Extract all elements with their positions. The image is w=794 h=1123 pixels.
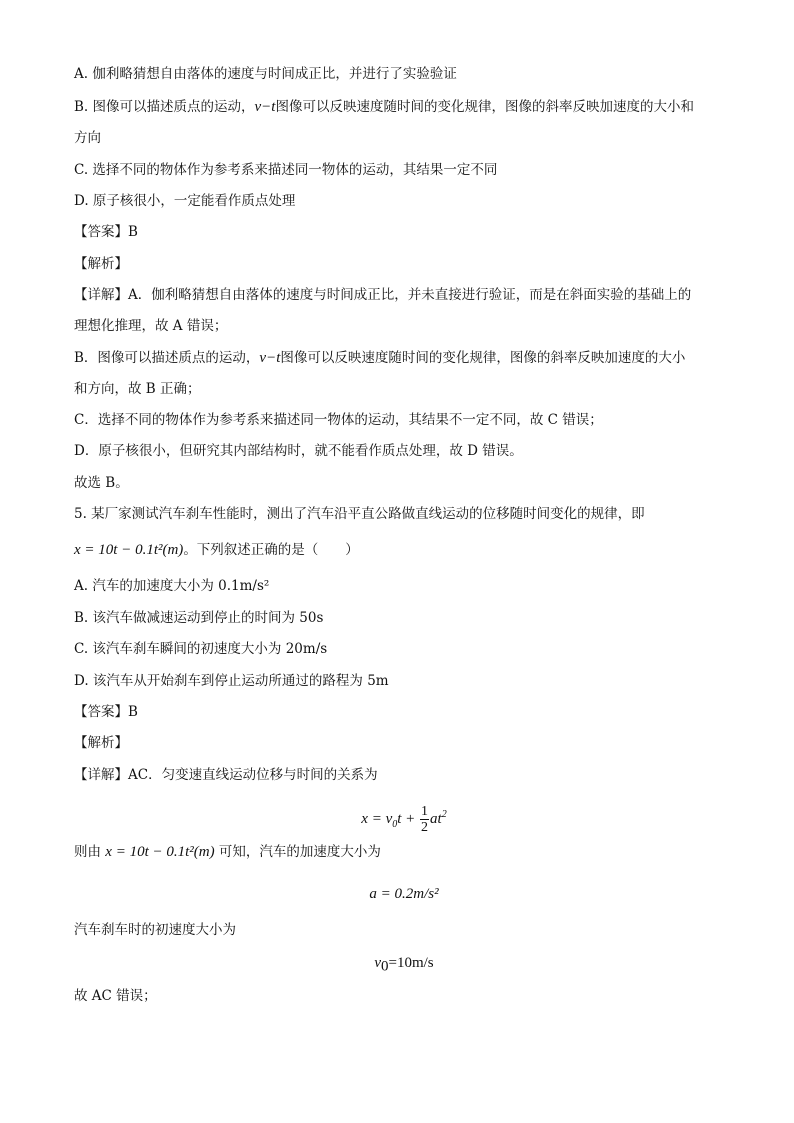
q4-detail-b-vt: v−t [259, 350, 281, 366]
q4-option-b-cont: 方向 [74, 130, 101, 146]
q5-derive-post: 可知，汽车的加速度大小为 [218, 844, 381, 860]
q4-option-b-pre: B. 图像可以描述质点的运动， [74, 99, 255, 115]
q5-derive-formula: x = 10t − 0.1t²(m) [105, 844, 215, 860]
q5-ac-conclusion: 故 AC 错误； [74, 988, 157, 1004]
q5-stem-line2 [74, 540, 734, 560]
q5-detail-ac: 【详解】AC．匀变速直线运动位移与时间的关系为 [74, 767, 378, 783]
q5-v0-formula [74, 953, 734, 977]
q4-detail-d: D．原子核很小，但研究其内部结构时，就不能看作质点处理，故 D 错误。 [74, 443, 523, 459]
q5-analysis-label: 【解析】 [74, 735, 128, 751]
v0-sub: 0 [381, 958, 389, 975]
q4-option-b-post: 图像可以反映速度随时间的变化规律，图像的斜率反映加速度的大小和 [275, 99, 694, 115]
q4-conclusion: 故选 B。 [74, 475, 129, 491]
formula-main-sup: 2 [441, 809, 447, 820]
formula-main-sub: 0 [392, 819, 398, 830]
q4-detail-a-line1: 【详解】A．伽利略猜想自由落体的速度与时间成正比，并未直接进行验证，而是在斜面实验的基础上的 [74, 287, 692, 303]
q5-option-d: D. 该汽车从开始刹车到停止运动所通过的路程为 5m [74, 673, 389, 689]
formula-main-right: at [430, 811, 442, 827]
q5-answer: 【答案】B [74, 704, 138, 720]
q5-stem-formula: x = 10t − 0.1t²(m) [74, 542, 184, 558]
q5-init-speed-text: 汽车刹车时的初速度大小为 [74, 922, 236, 938]
q5-derive-line [74, 842, 734, 862]
q4-option-b [74, 97, 734, 117]
v0-value: =10m/s [388, 955, 434, 971]
q4-analysis-label: 【解析】 [74, 256, 128, 272]
q5-stem-line1: 5. 某厂家测试汽车刹车性能时，测出了汽车沿平直公路做直线运动的位移随时间变化的规律，即 [74, 506, 645, 522]
q4-detail-c: C．选择不同的物体作为参考系来描述同一物体的运动，其结果不一定不同，故 C 错误； [74, 412, 603, 428]
q5-option-a: A. 汽车的加速度大小为 0.1m/s² [74, 578, 270, 594]
q4-answer: 【答案】B [74, 224, 138, 240]
q5-option-b: B. 该汽车做减速运动到停止的时间为 50s [74, 610, 324, 626]
formula-frac-den: 2 [421, 820, 429, 836]
q4-detail-b-line2: 和方向，故 B 正确； [74, 381, 201, 397]
formula-frac-num: 1 [421, 804, 429, 820]
formula-main-left: x = v [361, 811, 393, 827]
q5-derive-pre: 则由 [74, 844, 101, 860]
q4-option-a: A. 伽利略猜想自由落体的速度与时间成正比，并进行了实验验证 [74, 66, 457, 82]
q5-stem-line2-post: 。下列叙述正确的是（ ） [183, 542, 359, 558]
formula-main-mid: t + [397, 811, 416, 827]
q4-detail-b-pre: B．图像可以描述质点的运动， [74, 350, 260, 366]
q5-option-c: C. 该汽车刹车瞬间的初速度大小为 20m/s [74, 641, 328, 657]
formula-fraction [420, 804, 429, 835]
q4-option-b-vt: v−t [254, 99, 276, 115]
q4-option-d: D. 原子核很小，一定能看作质点处理 [74, 193, 296, 209]
q5-formula-main [74, 798, 734, 842]
q4-option-c: C. 选择不同的物体作为参考系来描述同一物体的运动，其结果一定不同 [74, 162, 498, 178]
q5-accel-formula: a = 0.2m/s² [369, 886, 439, 902]
q4-detail-a-line2: 理想化推理，故 A 错误； [74, 318, 228, 334]
v0-symbol: v [374, 955, 382, 971]
q4-detail-b-post: 图像可以反映速度随时间的变化规律，图像的斜率反映加速度的大小 [280, 350, 686, 366]
q4-detail-b [74, 348, 734, 368]
